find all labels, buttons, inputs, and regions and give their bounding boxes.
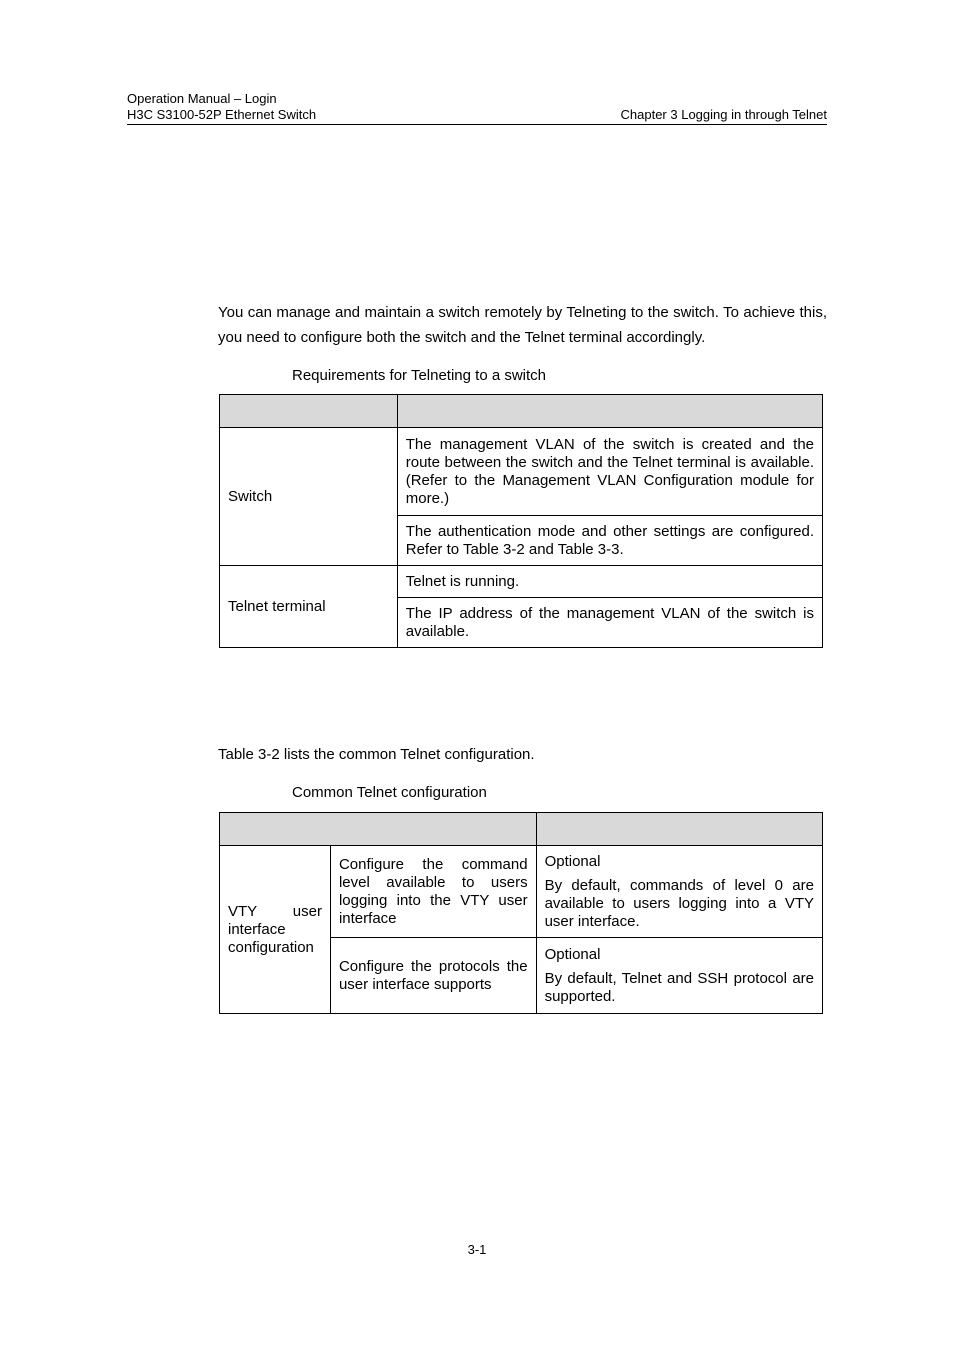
config-remark: By default, commands of level 0 are available to users logging into a VTY user interface. bbox=[544, 876, 814, 930]
requirement-item: Telnet terminal bbox=[220, 566, 398, 648]
config-status: Optional bbox=[544, 945, 601, 963]
config-item: Configure the command level available to users logging into the VTY user interface bbox=[330, 846, 536, 938]
table-row bbox=[220, 846, 823, 938]
header-manual-title: Operation Manual – Login bbox=[127, 91, 277, 106]
header-product: H3C S3100-52P Ethernet Switch bbox=[127, 107, 317, 122]
requirements-table bbox=[219, 394, 823, 648]
header-divider bbox=[127, 124, 827, 125]
header-line-2 bbox=[127, 107, 827, 123]
telnet-config-table bbox=[219, 812, 823, 1014]
config-remark-cell bbox=[536, 846, 822, 938]
section-paragraph: Table 3-2 lists the common Telnet configuration. bbox=[218, 746, 535, 763]
config-item: Configure the protocols the user interface supports bbox=[330, 938, 536, 1014]
config-status: Optional bbox=[544, 852, 601, 870]
table-header-cell bbox=[220, 813, 537, 846]
requirement-text: The IP address of the management VLAN of the switch is available. bbox=[397, 598, 822, 648]
table-row bbox=[220, 566, 823, 598]
table-row bbox=[220, 428, 823, 516]
config-remark-cell bbox=[536, 938, 822, 1014]
table-header-cell bbox=[536, 813, 822, 846]
table-header-cell bbox=[397, 395, 822, 428]
table-header-cell bbox=[220, 395, 398, 428]
table1-caption: Requirements for Telneting to a switch bbox=[292, 367, 547, 384]
config-remark: By default, Telnet and SSH protocol are supported. bbox=[544, 969, 814, 1005]
requirement-text: The management VLAN of the switch is created and the route between the switch and the Telnet terminal is available. (Refer to the Management VLAN Configuration module for more.) bbox=[397, 428, 822, 516]
config-group: VTY user interface configuration bbox=[220, 846, 331, 1014]
table-header-row bbox=[220, 395, 823, 428]
requirement-item: Switch bbox=[220, 428, 398, 566]
intro-paragraph: You can manage and maintain a switch remotely by Telneting to the switch. To achieve this, you need to configure both the switch and the Telnet terminal accordingly. bbox=[218, 304, 827, 346]
requirement-text: The authentication mode and other settings are configured. Refer to Table 3-2 and Table 3-3. bbox=[397, 516, 822, 566]
table-header-row bbox=[220, 813, 823, 846]
requirement-text: Telnet is running. bbox=[397, 566, 822, 598]
page-number: 3-1 bbox=[467, 1242, 487, 1257]
table2-caption: Common Telnet configuration bbox=[292, 784, 487, 801]
header-chapter: Chapter 3 Logging in through Telnet bbox=[620, 107, 827, 122]
